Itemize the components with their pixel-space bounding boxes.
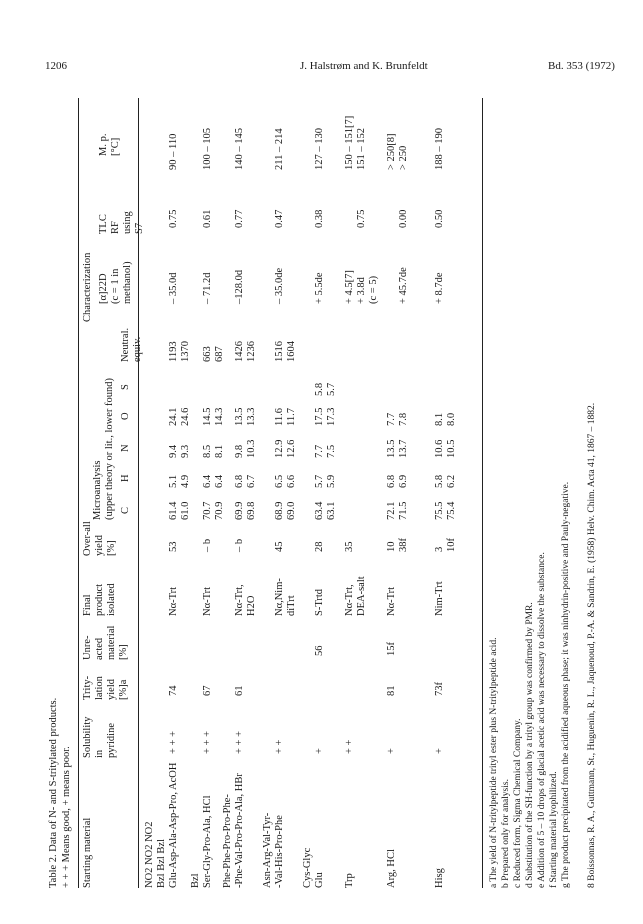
row-6-O: 7.8 — [398, 412, 409, 426]
row-6-H: 6.9 — [398, 474, 409, 488]
row-6-overall: 10 — [386, 541, 397, 552]
header-starting-material: Starting material — [82, 817, 93, 888]
row-5-mp: 150 – 151[7] — [344, 115, 355, 170]
row-1-solubility: + + + — [202, 730, 213, 754]
header-solubility: Solubility — [82, 716, 93, 758]
row-6-N: 13.5 — [386, 439, 397, 458]
row-2-O: 13.5 — [234, 407, 245, 426]
header-solubility: pyridine — [106, 723, 117, 758]
row-3-C: 69.0 — [286, 501, 297, 520]
row-3-N: 12.9 — [274, 439, 285, 458]
row-2-solubility: + + + — [234, 730, 245, 754]
footnote-2: c Reduced form, Sigma Chemical Company. — [513, 718, 523, 888]
header-tritylation: Trity- — [82, 675, 93, 700]
row-0-O: 24.1 — [168, 407, 179, 426]
row-3-C: 68.9 — [274, 501, 285, 520]
row-4-solubility: + — [314, 748, 325, 754]
footnote-3: d Substitution of the SH-function by a trityl group was confirmed by PMR. — [525, 602, 535, 888]
header-overall: Over-all — [82, 521, 93, 556]
row-7-overall: 3 — [434, 546, 445, 552]
header-rotation: [α]22D — [98, 273, 109, 304]
row-4-O: 17.5 — [314, 407, 325, 426]
row-0-material: Bzl Bzl Bzl — [156, 839, 167, 888]
header-mp: [°C] — [110, 137, 121, 156]
row-2-material: -Phe-Val-Pro-Pro-Ala, HBr — [234, 773, 245, 888]
header-microanalysis: Microanalysis — [92, 460, 103, 520]
header-unreacted: [%] — [118, 644, 129, 660]
header-col-H: H — [120, 474, 131, 482]
row-5-rotation: + 3.8d — [356, 277, 367, 304]
row-2-H: 6.8 — [234, 474, 245, 488]
row-0-H: 4.9 — [180, 474, 191, 488]
row-7-O: 8.0 — [446, 412, 457, 426]
row-7-C: 75.5 — [434, 501, 445, 520]
row-4-overall: 28 — [314, 541, 325, 552]
row-5-rotation: + 4.5[7] — [344, 270, 355, 304]
row-0-solubility: + + + — [168, 730, 179, 754]
row-2-N: 9.8 — [234, 444, 245, 458]
row-3-neutral: 1516 — [274, 341, 285, 362]
row-6-solubility: + — [386, 748, 397, 754]
row-7-tritylation: 73f — [434, 682, 445, 696]
row-0-final: Nα-Trt — [168, 586, 179, 616]
row-6-final: Nα-Trt — [386, 586, 397, 616]
row-3-O: 11.7 — [286, 408, 297, 426]
row-2-N: 10.3 — [246, 439, 257, 458]
row-4-N: 7.5 — [326, 444, 337, 458]
row-1-overall: – b — [202, 538, 213, 552]
row-0-tlc: 0.75 — [168, 209, 179, 228]
row-4-N: 7.7 — [314, 444, 325, 458]
row-2-mp: 140 – 145 — [234, 128, 245, 170]
header-col-S: S — [120, 384, 131, 390]
row-4-material: Cys-Glyc — [302, 847, 313, 888]
header-unreacted: acted — [94, 637, 105, 660]
header-mp: M. p. — [98, 133, 109, 156]
row-6-unreacted: 15f — [386, 642, 397, 656]
row-2-final: H2O — [246, 595, 257, 616]
row-1-C: 70.7 — [202, 501, 213, 520]
row-4-final: S-Trtd — [314, 588, 325, 616]
footnote-1: b Prepared only for analysis. — [501, 779, 511, 888]
row-7-H: 6.2 — [446, 474, 457, 488]
row-3-overall: 45 — [274, 541, 285, 552]
row-2-final: Nα-Trt, — [234, 584, 245, 616]
row-0-O: 24.6 — [180, 407, 191, 426]
footnote-5: f Starting material lyophilized. — [549, 771, 559, 888]
header-tritylation: yield — [106, 679, 117, 700]
row-0-neutral: 1370 — [180, 341, 191, 362]
row-7-tlc: 0.50 — [434, 209, 445, 228]
row-5-rotation: (c = 5) — [368, 275, 379, 304]
row-2-tlc: 0.77 — [234, 209, 245, 228]
row-0-mp: 90 – 110 — [168, 133, 179, 170]
row-5-final: DEA-salt — [356, 576, 367, 616]
row-7-O: 8.1 — [434, 412, 445, 426]
header-tlc: TLC — [98, 214, 109, 234]
row-7-C: 75.4 — [446, 501, 457, 520]
row-3-rotation: – 35.0de — [274, 267, 285, 304]
row-6-tlc: 0.00 — [398, 209, 409, 228]
row-5-material: Trp — [344, 873, 355, 888]
row-3-final: diTrt — [286, 595, 297, 616]
row-3-final: Nα,Nim- — [274, 578, 285, 616]
row-7-overall-2: 10f — [446, 538, 457, 552]
row-4-H: 5.7 — [314, 474, 325, 488]
row-1-material: Bzl — [190, 873, 201, 888]
row-6-tritylation: 81 — [386, 685, 397, 696]
running-authors: J. Halstrøm and K. Brunfeldt — [300, 60, 428, 72]
row-1-N: 8.1 — [214, 444, 225, 458]
row-6-overall-2: 38f — [398, 538, 409, 552]
row-3-mp: 211 – 214 — [274, 128, 285, 170]
header-unreacted: Unre- — [82, 635, 93, 660]
row-1-N: 8.5 — [202, 444, 213, 458]
row-1-material: Ser-Gly-Pro-Ala, HCl — [202, 795, 213, 888]
row-0-N: 9.3 — [180, 444, 191, 458]
row-0-rotation: – 35.0d — [168, 272, 179, 304]
row-7-H: 5.8 — [434, 474, 445, 488]
row-7-N: 10.5 — [446, 439, 457, 458]
row-0-material: Glu-Asp-Ala-Asp-Pro, AcOH — [168, 762, 179, 888]
table-legend: + + + Means good, + means poor. — [61, 746, 72, 888]
row-0-tritylation: 74 — [168, 685, 179, 696]
row-4-O: 17.3 — [326, 407, 337, 426]
row-0-N: 9.4 — [168, 444, 179, 458]
row-0-C: 61.0 — [180, 501, 191, 520]
row-6-C: 71.5 — [398, 501, 409, 520]
rotated-table — [40, 98, 605, 888]
row-1-neutral: 663 — [202, 346, 213, 362]
row-2-neutral: 1236 — [246, 341, 257, 362]
row-5-tlc: 0.75 — [356, 209, 367, 228]
table-caption: Table 2. Data of N- and S-tritylated products. — [48, 697, 59, 888]
row-3-N: 12.6 — [286, 439, 297, 458]
row-7-mp: 188 – 190 — [434, 128, 445, 170]
row-1-H: 6.4 — [202, 474, 213, 488]
row-1-O: 14.5 — [202, 407, 213, 426]
rule-top — [78, 98, 79, 888]
row-2-C: 69.9 — [234, 501, 245, 520]
row-3-H: 6.5 — [274, 474, 285, 488]
row-6-H: 6.8 — [386, 474, 397, 488]
row-4-H: 5.9 — [326, 474, 337, 488]
row-3-neutral: 1604 — [286, 341, 297, 362]
rule-bottom — [482, 98, 483, 888]
header-tlc: using — [122, 211, 133, 234]
row-2-tritylation: 61 — [234, 685, 245, 696]
row-4-C: 63.1 — [326, 501, 337, 520]
row-3-solubility: + + — [274, 739, 285, 754]
header-final: product — [94, 583, 105, 616]
row-6-mp: > 250[8] — [386, 133, 397, 170]
row-5-overall: 35 — [344, 541, 355, 552]
footnote-4: e Addition of 5 – 10 drops of glacial acetic acid was necessary to dissolve the substance. — [537, 552, 547, 888]
header-final: Final — [82, 594, 93, 616]
row-4-unreacted: 56 — [314, 645, 325, 656]
row-0-H: 5.1 — [168, 474, 179, 488]
row-1-C: 70.9 — [214, 501, 225, 520]
row-4-mp: 127 – 130 — [314, 128, 325, 170]
row-6-material: Arg, HCl — [386, 849, 397, 888]
header-tlc: RF — [110, 221, 121, 234]
row-5-final: Nα-Trt, — [344, 584, 355, 616]
reference-8: 8 Boissonnas, R. A., Guttmann, St., Huguenin, R. L., Jaquenoud, P.-A. & Sandrin, E. (1958) Helv. Chim. Acta 41, 1867 – 1882. — [587, 402, 597, 888]
row-1-O: 14.3 — [214, 407, 225, 426]
row-7-rotation: + 8.7de — [434, 272, 445, 304]
header-tritylation: lation — [94, 676, 105, 700]
row-6-N: 13.7 — [398, 439, 409, 458]
row-7-N: 10.6 — [434, 439, 445, 458]
header-overall: yield — [94, 535, 105, 556]
row-2-H: 6.7 — [246, 474, 257, 488]
row-2-rotation: –128.0d — [234, 269, 245, 304]
row-0-material: NO2 NO2 NO2 — [144, 821, 155, 888]
row-0-overall: 53 — [168, 541, 179, 552]
row-4-material: Glu — [314, 872, 325, 888]
header-unreacted: material — [106, 625, 117, 660]
row-4-rotation: + 5.5de — [314, 272, 325, 304]
rule-header — [138, 98, 139, 888]
row-2-material: Phe-Phe-Pro-Pro-Phe- — [222, 794, 233, 888]
row-6-C: 72.1 — [386, 501, 397, 520]
header-characterization: Characterization — [82, 252, 93, 322]
row-2-neutral: 1426 — [234, 341, 245, 362]
header-solubility: in — [94, 749, 105, 758]
page-number: 1206 — [45, 60, 67, 72]
header-col-C: C — [120, 506, 131, 514]
row-5-mp: 151 – 152 — [356, 128, 367, 170]
header-tritylation: [%]a — [118, 679, 129, 700]
row-7-final: Nim-Trt — [434, 581, 445, 616]
header-overall: [%] — [106, 540, 117, 556]
row-1-mp: 100 – 105 — [202, 128, 213, 170]
header-microanalysis: (upper theory or lit., lower found) — [104, 377, 115, 520]
header-rotation: methanol) — [122, 261, 133, 304]
row-3-tlc: 0.47 — [274, 209, 285, 228]
journal-volume: Bd. 353 (1972) — [548, 60, 615, 72]
header-neutral_equiv: Neutral. — [120, 327, 131, 362]
row-1-neutral: 687 — [214, 346, 225, 362]
row-6-O: 7.7 — [386, 412, 397, 426]
row-4-C: 63.4 — [314, 501, 325, 520]
row-2-C: 69.8 — [246, 501, 257, 520]
row-3-H: 6.6 — [286, 474, 297, 488]
row-0-C: 61.4 — [168, 501, 179, 520]
row-7-material: Hisg — [434, 868, 445, 888]
row-2-overall: – b — [234, 538, 245, 552]
row-4-S: 5.8 — [314, 382, 325, 396]
row-5-solubility: + + — [344, 739, 355, 754]
row-6-rotation: + 45.7de — [398, 267, 409, 304]
row-1-H: 6.4 — [214, 474, 225, 488]
footnote-0: a The yield of N-tritylpeptide trityl ester plus N-tritylpeptide acid. — [489, 637, 499, 888]
row-1-rotation: – 71.2d — [202, 272, 213, 304]
row-1-final: Nα-Trt — [202, 586, 213, 616]
row-3-material: -Val-His-Pro-Phe — [274, 815, 285, 888]
row-7-solubility: + — [434, 748, 445, 754]
row-6-mp: > 250 — [398, 145, 409, 170]
row-0-neutral: 1193 — [168, 341, 179, 362]
header-neutral_equiv: equiv. — [132, 336, 143, 362]
row-2-O: 13.3 — [246, 407, 257, 426]
row-4-tlc: 0.38 — [314, 209, 325, 228]
row-3-material: Asn-Arg-Val-Tyr- — [262, 812, 273, 888]
row-1-tlc: 0.61 — [202, 209, 213, 228]
header-col-O: O — [120, 412, 131, 420]
row-4-S: 5.7 — [326, 382, 337, 396]
header-rotation: (c = 1 in — [110, 268, 121, 304]
row-3-O: 11.6 — [274, 408, 285, 426]
header-tlc: S7 — [134, 222, 145, 234]
header-col-N: N — [120, 444, 131, 452]
footnote-6: g The product precipitated from the acidified aqueous phase; it was ninhydrin-positive and Pauly-negative. — [561, 481, 571, 888]
row-1-tritylation: 67 — [202, 685, 213, 696]
header-final: isolated — [106, 583, 117, 616]
